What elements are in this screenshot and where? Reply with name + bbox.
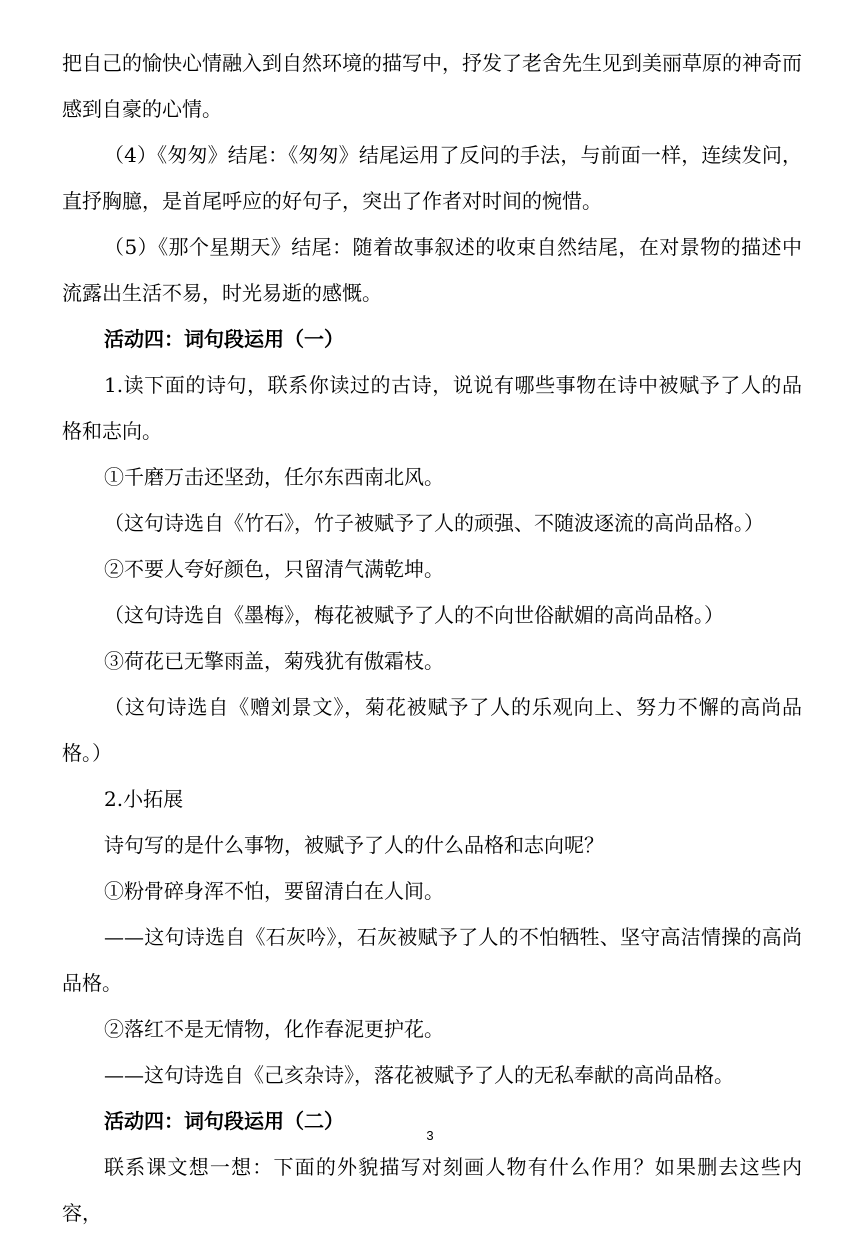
question-1-prompt: 1.读下面的诗句，联系你读过的古诗，说说有哪些事物在诗中被赋予了人的品格和志向。 xyxy=(62,373,802,443)
paragraph-congcong-ending: （4）《匆匆》结尾：《匆匆》结尾运用了反问的手法，与前面一样，连续发问，直抒胸臆，是首尾呼应的好句子，突出了作者对时间的惋惜。 xyxy=(62,143,802,213)
extension-poem-note-1: ——这句诗选自《石灰吟》，石灰被赋予了人的不怕牺牲、坚守高洁情操的高尚品格。 xyxy=(62,925,802,995)
section-heading-activity-4-part-1: 活动四：词句段运用（一） xyxy=(104,327,344,351)
paragraph-that-sunday-ending: （5）《那个星期天》结尾：随着故事叙述的收束自然结尾，在对景物的描述中流露出生活不易，时光易逝的感慨。 xyxy=(62,235,802,305)
document-page xyxy=(62,40,802,1236)
appearance-description-prompt: 联系课文想一想：下面的外貌描写对刻画人物有什么作用？如果删去这些内容， xyxy=(62,1155,802,1225)
poem-note-3: （这句诗选自《赠刘景文》，菊花被赋予了人的乐观向上、努力不懈的高尚品格。） xyxy=(62,695,802,765)
poem-line-2: ②不要人夸好颜色，只留清气满乾坤。 xyxy=(104,557,444,581)
poem-note-2: （这句诗选自《墨梅》，梅花被赋予了人的不向世俗献媚的高尚品格。） xyxy=(104,603,724,627)
section-heading-activity-4-part-2: 活动四：词句段运用（二） xyxy=(104,1109,344,1133)
poem-line-3: ③荷花已无擎雨盖，菊残犹有傲霜枝。 xyxy=(104,649,444,673)
extension-poem-note-2: ——这句诗选自《己亥杂诗》，落花被赋予了人的无私奉献的高尚品格。 xyxy=(104,1063,734,1087)
page-number: 3 xyxy=(426,1128,434,1143)
question-2-heading: 2.小拓展 xyxy=(104,787,184,811)
poem-note-1: （这句诗选自《竹石》，竹子被赋予了人的顽强、不随波逐流的高尚品格。） xyxy=(104,511,764,535)
paragraph-grassland-conclusion: 把自己的愉快心情融入到自然环境的描写中，抒发了老舍先生见到美丽草原的神奇而感到自豪的心情。 xyxy=(62,51,802,121)
extension-poem-line-2: ②落红不是无情物，化作春泥更护花。 xyxy=(104,1017,444,1041)
extension-poem-line-1: ①粉骨碎身浑不怕，要留清白在人间。 xyxy=(104,879,444,903)
question-2-prompt: 诗句写的是什么事物，被赋予了人的什么品格和志向呢？ xyxy=(104,833,604,857)
poem-line-1: ①千磨万击还坚劲，任尔东西南北风。 xyxy=(104,465,444,489)
